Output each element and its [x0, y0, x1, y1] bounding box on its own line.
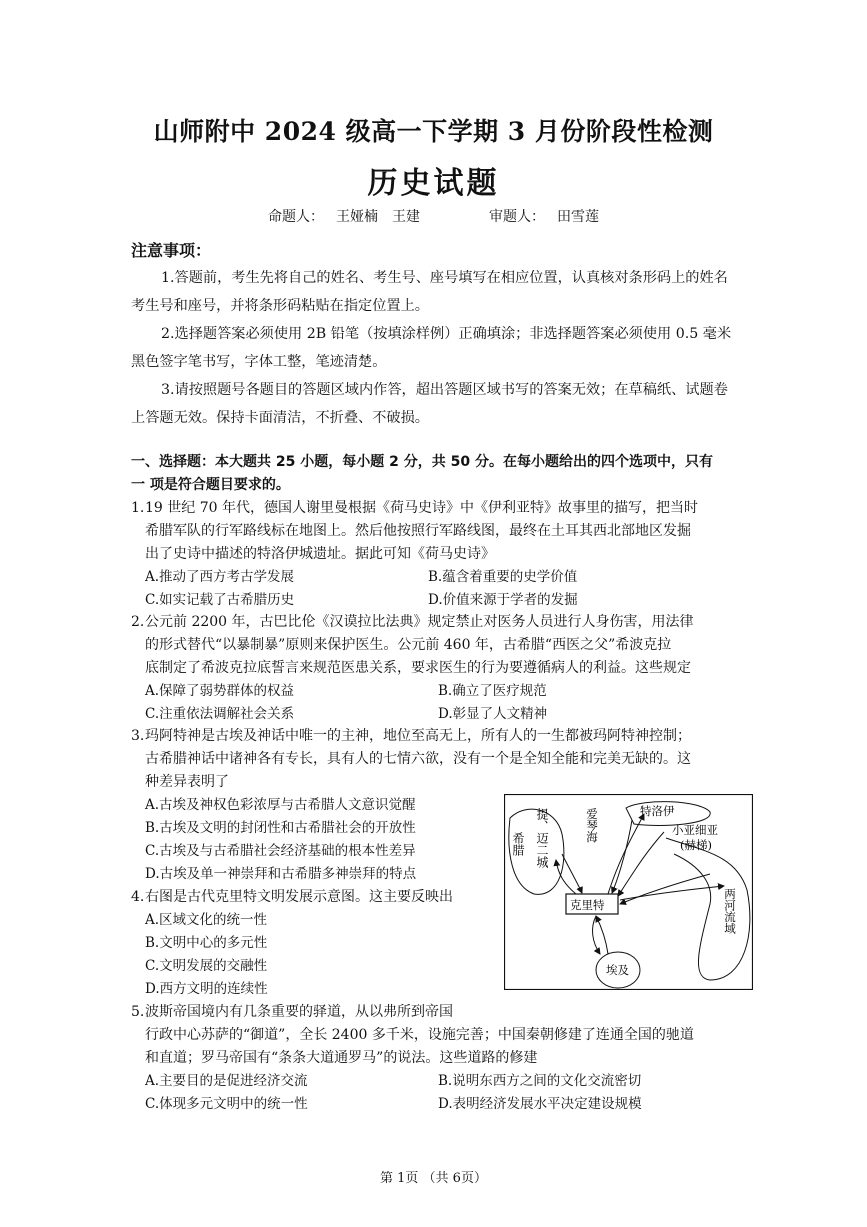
q2-option-b: B.确立了医疗规范	[438, 683, 547, 699]
setter-label: 命题人：	[268, 209, 325, 225]
question-number: 5.	[131, 1004, 145, 1020]
q4-option-c: C.文明发展的交融性	[145, 958, 268, 974]
setter-names: 王娅楠 王建	[336, 209, 421, 225]
question-number: 3.	[131, 728, 145, 744]
arrow-egypt-crete	[596, 916, 608, 954]
author-line	[0, 206, 867, 226]
arrow-crete-greece	[556, 860, 576, 894]
notice-item-3: 3.请按照题号各题目的答题区域内作答，超出答题区域书写的答案无效；在草稿纸、试题卷上答题无效。保持卡面清洁，不折叠、不破损。	[131, 382, 728, 426]
exam-title: 山师附中 2024 级高一下学期 3 月份阶段性检测	[153, 117, 714, 146]
arrow-asiaminor-crete	[618, 832, 664, 896]
q2-option-c: C.注重依法调解社会关系	[145, 706, 295, 722]
q3-option-c: C.古埃及与古希腊社会经济基础的根本性差异	[145, 843, 416, 859]
label-hittite: (赫梯)	[680, 838, 712, 852]
q3-option-d: D.古埃及单一神崇拜和古希腊多神崇拜的特点	[145, 866, 417, 882]
q2-option-a: A.保障了弱势群体的权益	[145, 683, 295, 699]
q1-option-c: C.如实记载了古希腊历史	[145, 592, 295, 608]
label-troy: 特洛伊	[640, 804, 675, 818]
q1-option-b: B.蕴含着重要的史学价值	[428, 569, 578, 585]
q3-option-b: B.古埃及文明的封闭性和古希腊社会的开放性	[145, 820, 416, 836]
q4-option-d: D.西方文明的连续性	[145, 981, 268, 997]
arrow-troy-crete	[612, 820, 632, 893]
question-stem: 玛阿特神是古埃及神话中唯一的主神，地位至高无上，所有人的一生都被玛阿特神控制； 古希腊神话中诸神各有专长，具有人的七情六欲，没有一个是全知全能和完美无缺的。这 种差异表明了	[145, 728, 691, 790]
arrow-crete-troy	[608, 814, 644, 894]
question-stem: 波斯帝国境内有几条重要的驿道，从以弗所到帝国 行政中心苏萨的“御道”，全长 2400 多千米，设施完善；中国秦朝修建了连通全国的驰道 和直道；罗马帝国有“条条大道通罗马”的说法。这些道路的修建	[145, 1004, 694, 1066]
crete-civilization-diagram	[504, 794, 753, 990]
question-stem: 公元前 2200 年，古巴比伦《汉谟拉比法典》规定禁止对医务人员进行人身伤害，用法律 的形式替代“以暴制暴”原则来保护医生。公元前 460 年，古希腊“西医之父”希波克拉 底制定了希波克拉底誓言来规范医患关系，要求医生的行为要遵循病人的利益。这些规定	[145, 614, 694, 676]
q5-option-d: D.表明经济发展水平决定建设规模	[438, 1096, 642, 1112]
page-footer: 第 1页 （共 6页）	[380, 1171, 487, 1186]
question-3	[131, 725, 691, 794]
q2-option-d: D.彰显了人文精神	[438, 706, 548, 722]
label-crete: 克里特	[570, 898, 605, 912]
section-heading-line2: 一 项是符合题目要求的。	[131, 477, 290, 493]
mesopotamia-region	[666, 838, 750, 980]
section-heading-line1: 一、选择题：本大题共 25 小题，每小题 2 分，共 50 分。在每小题给出的四个选项中，只有	[131, 454, 713, 470]
q5-option-a: A.主要目的是促进经济交流	[145, 1073, 308, 1089]
label-greece: 希腊	[511, 832, 525, 856]
label-aegean: 爱琴海	[585, 808, 599, 843]
q4-option-b: B.文明中心的多元性	[145, 935, 268, 951]
notice-heading: 注意事项：	[131, 241, 212, 260]
arrow-greece-crete	[562, 854, 582, 893]
question-stem: 19 世纪 70 年代，德国人谢里曼根据《荷马史诗》中《伊利亚特》故事里的描写，把当时 希腊军队的行军路线标在地图上。然后他按照行军路线图，最终在土耳其西北部地区发掘 出了史诗中描述的特洛伊城遗址。据此可知《荷马史诗》	[145, 500, 698, 562]
question-1	[131, 497, 698, 566]
reviewer-name: 田雪莲	[556, 209, 599, 225]
question-number: 1.	[131, 500, 145, 516]
notice-item-1: 1.答题前，考生先将自己的姓名、考生号、座号填写在相应位置，认真核对条形码上的姓名考生号和座号，并将条形码粘贴在指定位置上。	[131, 270, 728, 314]
question-stem: 右图是古代克里特文明发展示意图。这主要反映出	[145, 889, 453, 905]
q1-option-d: D.价值来源于学者的发掘	[428, 592, 578, 608]
label-mesopotamia: 两河流域	[723, 888, 737, 934]
q3-option-a: A.古埃及神权色彩浓厚与古希腊人文意识觉醒	[145, 797, 416, 813]
reviewer-label: 审题人：	[488, 209, 545, 225]
q5-option-b: B.说明东西方之间的文化交流密切	[438, 1073, 642, 1089]
question-2	[131, 611, 694, 680]
q5-option-c: C.体现多元文明中的统一性	[145, 1096, 308, 1112]
q4-option-a: A.区域文化的统一性	[145, 912, 268, 928]
question-number: 2.	[131, 614, 145, 630]
label-islands: 提、迈二城	[535, 808, 549, 868]
label-asia-minor: 小亚细亚	[672, 823, 718, 837]
subject-title: 历史试题	[367, 166, 500, 201]
notice-item-2: 2.选择题答案必须使用 2B 铅笔（按填涂样例）正确填涂；非选择题答案必须使用 0.5 毫米黑色签字笔书写，字体工整，笔迹清楚。	[131, 326, 732, 370]
q1-option-a: A.推动了西方考古学发展	[145, 569, 295, 585]
label-egypt: 埃及	[606, 963, 629, 977]
question-number: 4.	[131, 889, 145, 905]
question-4	[131, 886, 453, 909]
question-5	[131, 1001, 694, 1070]
